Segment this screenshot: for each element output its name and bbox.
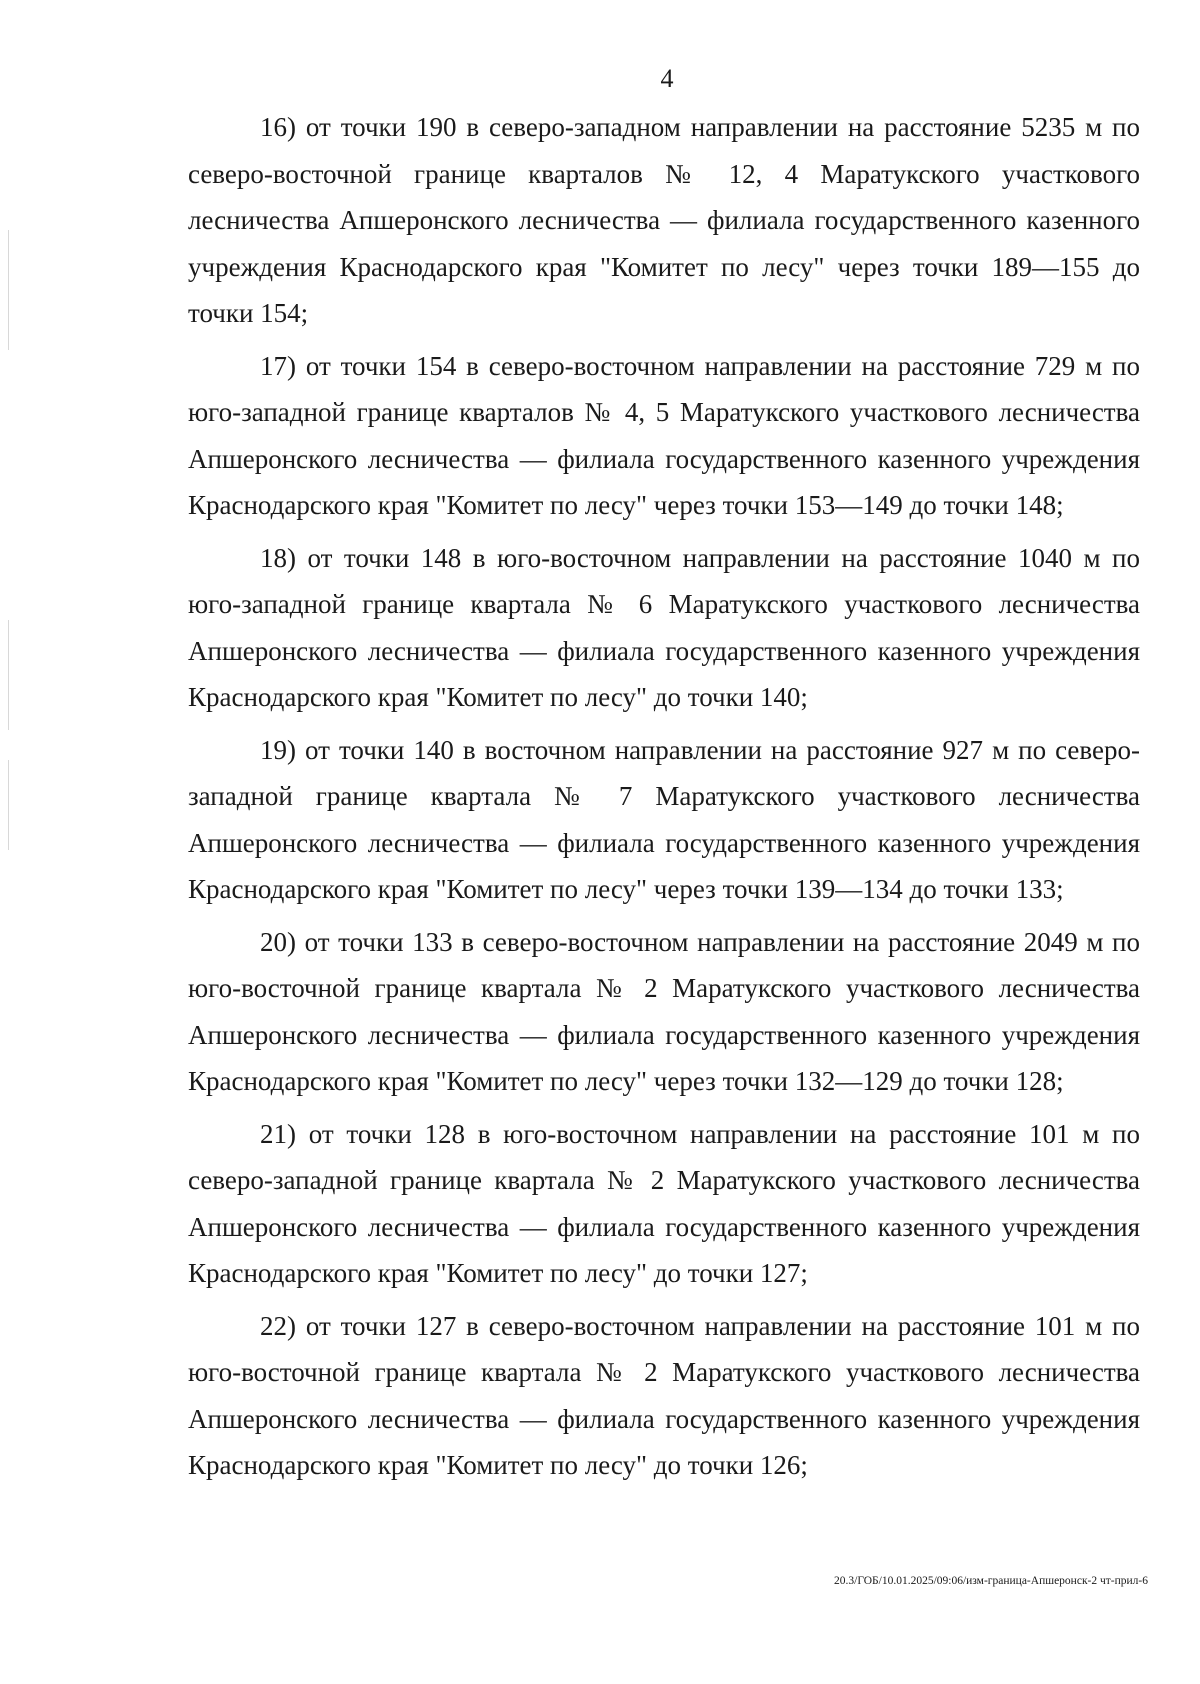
paragraph-18: 18) от точки 148 в юго-восточном направлении на расстояние 1040 м по юго-западной границе квартала № 6 Маратукского участкового лесничества Апшеронского лесничества — филиала государственного казенного учреждения Краснодарского края "Комитет по лесу" до точки 140; [188, 542, 1140, 712]
paragraph-19: 19) от точки 140 в восточном направлении на расстояние 927 м по северо-западной границе квартала № 7 Маратукского участкового лесничества Апшеронского лесничества — филиала государственного казенного учреждения Краснодарского края "Комитет по лесу" через точки 139—134 до точки 133; [188, 734, 1140, 904]
page-number: 4 [660, 64, 674, 93]
paragraph-16: 16) от точки 190 в северо-западном направлении на расстояние 5235 м по северо-восточной границе кварталов № 12, 4 Маратукского участкового лесничества Апшеронского лесничества — филиала государственного казенного учреждения Краснодарского края "Комитет по лесу" через точки 189—155 до точки 154; [188, 112, 1140, 328]
scan-edge-mark [8, 230, 9, 350]
paragraph-17: 17) от точки 154 в северо-восточном направлении на расстояние 729 м по юго-западной границе кварталов № 4, 5 Маратукского участкового лесничества Апшеронского лесничества — филиала государственного казенного учреждения Краснодарского края "Комитет по лесу" через точки 153—149 до точки 148; [188, 350, 1140, 520]
paragraph-20: 20) от точки 133 в северо-восточном направлении на расстояние 2049 м по юго-восточной границе квартала № 2 Маратукского участкового лесничества Апшеронского лесничества — филиала государственного казенного учреждения Краснодарского края "Комитет по лесу" через точки 132—129 до точки 128; [188, 926, 1140, 1096]
scan-edge-mark [8, 760, 9, 850]
document-footer-reference: 20.3/ГОБ/10.01.2025/09:06/изм-граница-Апшеронск-2 чт-прил-6 [834, 1575, 1148, 1587]
document-body [188, 104, 1140, 1495]
paragraph-22: 22) от точки 127 в северо-восточном направлении на расстояние 101 м по юго-восточной границе квартала № 2 Маратукского участкового лесничества Апшеронского лесничества — филиала государственного казенного учреждения Краснодарского края "Комитет по лесу" до точки 126; [188, 1310, 1140, 1480]
paragraph-21: 21) от точки 128 в юго-восточном направлении на расстояние 101 м по северо-западной границе квартала № 2 Маратукского участкового лесничества Апшеронского лесничества — филиала государственного казенного учреждения Краснодарского края "Комитет по лесу" до точки 127; [188, 1118, 1140, 1288]
scan-edge-mark [8, 620, 9, 730]
